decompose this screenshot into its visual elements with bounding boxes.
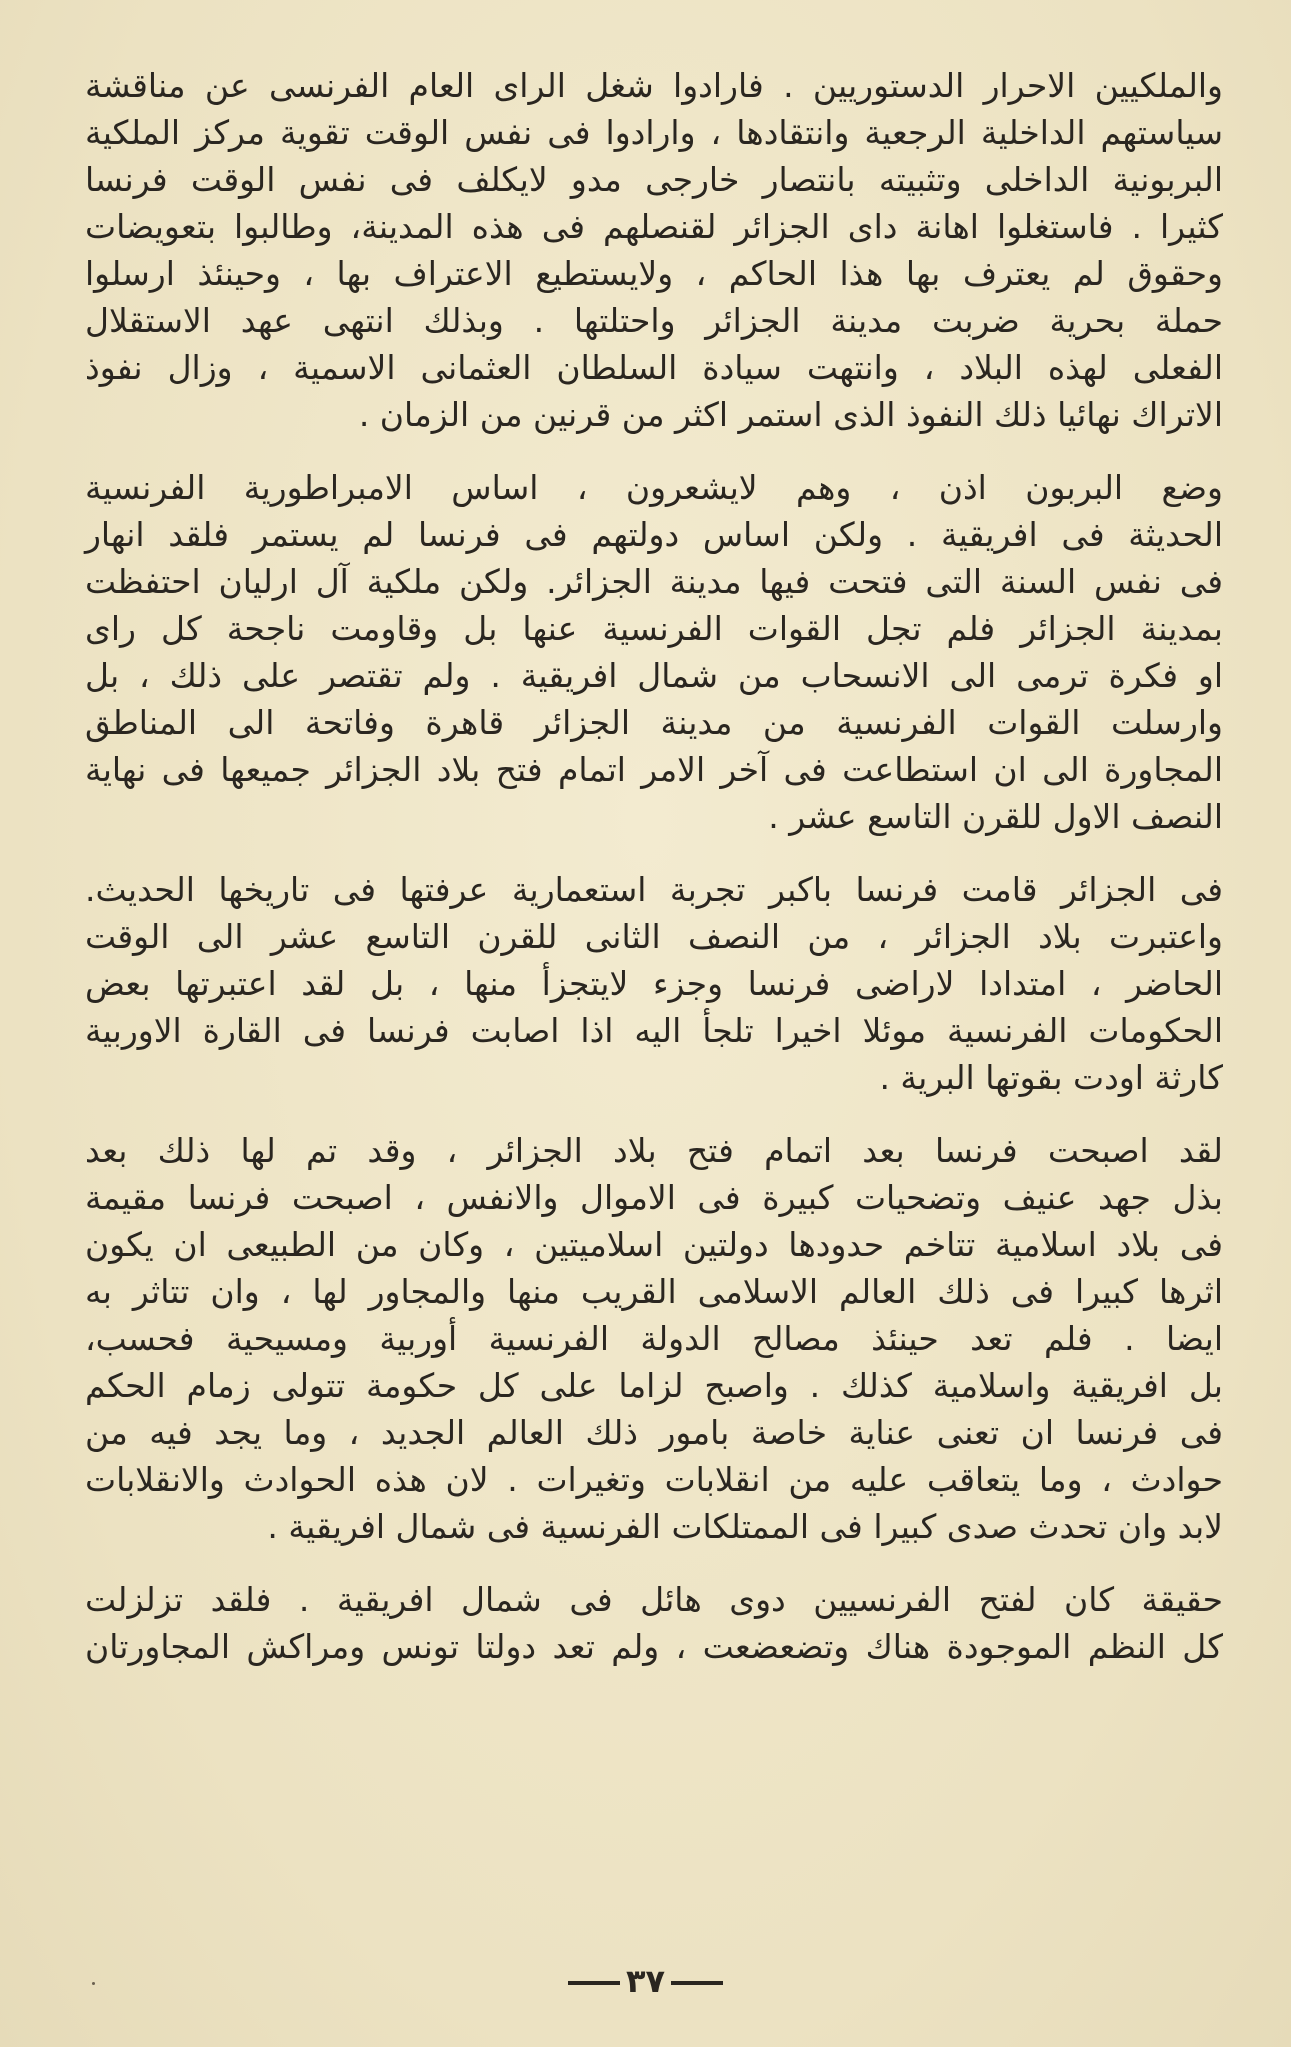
text-line: الحكومات الفرنسية موئلا اخيرا تلجأ اليه اذا اصابت فرنسا فى القارة الاوربية <box>85 1011 1223 1050</box>
text-line: فى نفس السنة التى فتحت فيها مدينة الجزائر. ولكن ملكية آل ارليان احتفظت <box>85 562 1223 601</box>
page-number-dash <box>568 1981 620 1985</box>
text-line: وحقوق لم يعترف بها هذا الحاكم ، ولايستطيع الاعتراف بها ، وحينئذ ارسلوا <box>85 254 1223 293</box>
text-line: كل النظم الموجودة هناك وتضعضعت ، ولم تعد دولتا تونس ومراكش المجاورتان <box>85 1627 1223 1666</box>
text-line: الاتراك نهائيا ذلك النفوذ الذى استمر اكثر من قرنين من الزمان . <box>358 395 1223 434</box>
text-line: كارثة اودت بقوتها البرية . <box>879 1058 1223 1097</box>
text-line: كثيرا . فاستغلوا اهانة داى الجزائر لقنصلهم فى هذه المدينة، وطالبوا بتعويضات <box>85 207 1223 246</box>
paragraph-1 <box>85 62 1223 438</box>
paragraph-4 <box>85 1127 1223 1550</box>
text-line: لابد وان تحدث صدى كبيرا فى الممتلكات الفرنسية فى شمال افريقية . <box>267 1507 1223 1546</box>
book-page-text <box>85 62 1223 1696</box>
paragraph-3 <box>85 866 1223 1101</box>
paragraph-5 <box>85 1576 1223 1670</box>
text-line: فى الجزائر قامت فرنسا باكبر تجربة استعمارية عرفتها فى تاريخها الحديث. <box>85 870 1223 909</box>
text-line: النصف الاول للقرن التاسع عشر . <box>768 797 1223 836</box>
page-number <box>0 1962 1291 2000</box>
text-line: فى بلاد اسلامية تتاخم حدودها دولتين اسلاميتين ، وكان من الطبيعى ان يكون <box>85 1225 1223 1264</box>
paragraph-2 <box>85 464 1223 840</box>
text-line: الحاضر ، امتدادا لاراضى فرنسا وجزء لايتجزأ منها ، بل لقد اعتبرتها بعض <box>85 964 1223 1003</box>
text-line: او فكرة ترمى الى الانسحاب من شمال افريقية . ولم تقتصر على ذلك ، بل <box>85 656 1223 695</box>
text-line: اثرها كبيرا فى ذلك العالم الاسلامى القريب منها والمجاور لها ، وان تتاثر به <box>85 1272 1223 1311</box>
page-number-value: ٣٧ <box>625 1962 666 2000</box>
text-line: سياستهم الداخلية الرجعية وانتقادها ، وارادوا فى نفس الوقت تقوية مركز الملكية <box>85 113 1223 152</box>
text-line: بذل جهد عنيف وتضحيات كبيرة فى الاموال والانفس ، اصبحت فرنسا مقيمة <box>85 1178 1223 1217</box>
page-number-dash <box>671 1981 723 1985</box>
text-line: لقد اصبحت فرنسا بعد اتمام فتح بلاد الجزائر ، وقد تم لها ذلك بعد <box>85 1131 1223 1170</box>
text-line: حملة بحرية ضربت مدينة الجزائر واحتلتها . وبذلك انتهى عهد الاستقلال <box>85 301 1223 340</box>
text-line: حوادث ، وما يتعاقب عليه من انقلابات وتغيرات . لان هذه الحوادث والانقلابات <box>85 1460 1223 1499</box>
text-line: واعتبرت بلاد الجزائر ، من النصف الثانى للقرن التاسع عشر الى الوقت <box>85 917 1223 956</box>
text-line: المجاورة الى ان استطاعت فى آخر الامر اتمام فتح بلاد الجزائر جميعها فى نهاية <box>85 750 1223 789</box>
text-line: فى فرنسا ان تعنى عناية خاصة بامور ذلك العالم الجديد ، وما يجد فيه من <box>85 1413 1223 1452</box>
text-line: البربونية الداخلى وتثبيته بانتصار خارجى مدو لايكلف فى نفس الوقت فرنسا <box>85 160 1223 199</box>
text-line: والملكيين الاحرار الدستوريين . فارادوا شغل الراى العام الفرنسى عن مناقشة <box>85 66 1223 105</box>
text-line: بمدينة الجزائر فلم تجل القوات الفرنسية عنها بل وقاومت ناجحة كل راى <box>85 609 1223 648</box>
text-line: الحديثة فى افريقية . ولكن اساس دولتهم فى فرنسا لم يستمر فلقد انهار <box>85 515 1223 554</box>
paper-speck <box>92 1982 95 1985</box>
text-line: بل افريقية واسلامية كذلك . واصبح لزاما على كل حكومة تتولى زمام الحكم <box>85 1366 1223 1405</box>
text-line: وضع البربون اذن ، وهم لايشعرون ، اساس الامبراطورية الفرنسية <box>85 468 1223 507</box>
text-line: ايضا . فلم تعد حينئذ مصالح الدولة الفرنسية أوربية ومسيحية فحسب، <box>85 1319 1223 1358</box>
text-line: حقيقة كان لفتح الفرنسيين دوى هائل فى شمال افريقية . فلقد تزلزلت <box>85 1580 1223 1619</box>
text-line: الفعلى لهذه البلاد ، وانتهت سيادة السلطان العثمانى الاسمية ، وزال نفوذ <box>85 348 1223 387</box>
text-line: وارسلت القوات الفرنسية من مدينة الجزائر قاهرة وفاتحة الى المناطق <box>85 703 1223 742</box>
